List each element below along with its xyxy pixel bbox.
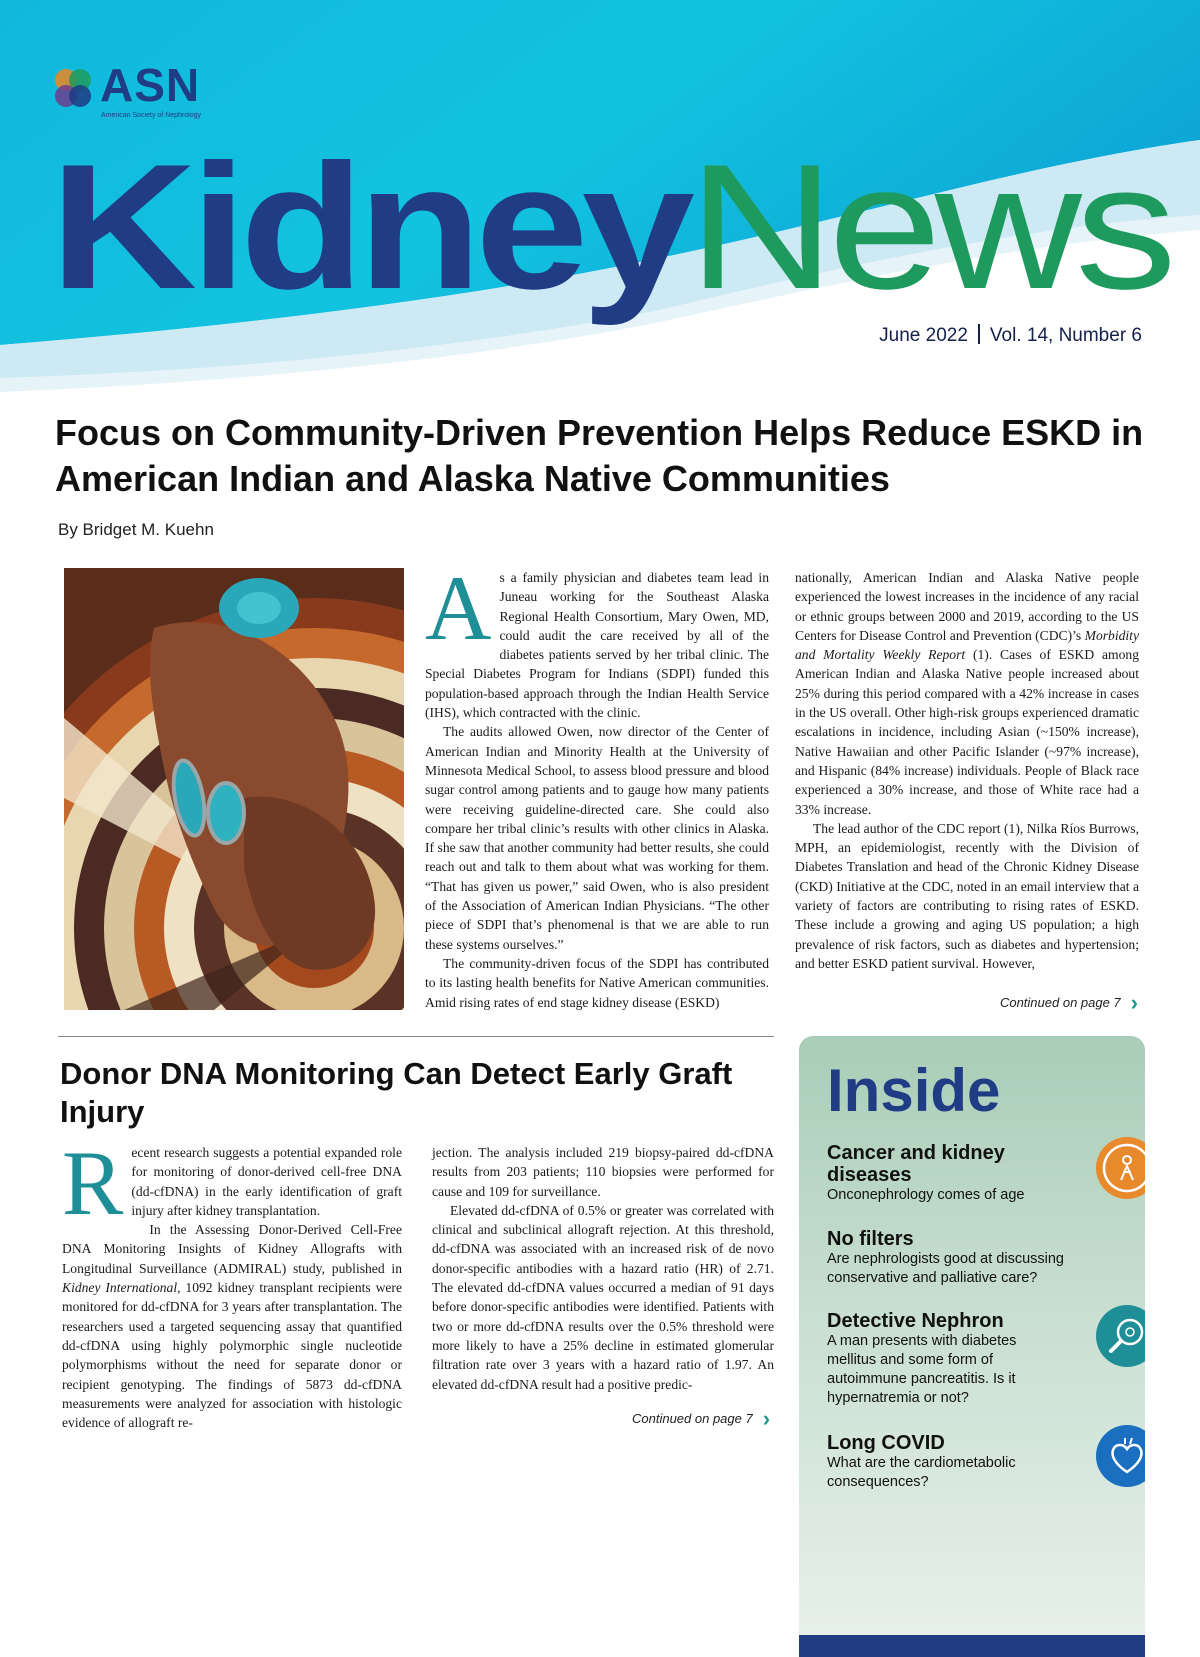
inside-item-title: Detective Nephron: [827, 1310, 1004, 1332]
story1-paragraph-5: The lead author of the CDC report (1), Nilka Ríos Burrows, MPH, an epidemiologist, recently with the Division of Diabetes Translation and head of the Chronic Kidney Disease (CKD) Initiative at the CDC, noted in an email interview that a variety of factors are contributing to rising rates of ESKD. These include a growing and aging US population; a high prevalence of risk factors, such as diabetes and hypertension; and better ESKD patient survival. However,: [795, 820, 1139, 971]
inside-item-detective-nephron[interactable]: [827, 1310, 1067, 1408]
story1-paragraph-4-text: nationally, American Indian and Alaska Native people experienced the lowest increases in the incidence of any racial or ethnic groups between 2000 and 2019, according to the US Centers for Disease Control and Prevention (CDC)’s: [795, 570, 1139, 643]
story2-continued-link[interactable]: [632, 1406, 770, 1432]
story2-drop-cap: R: [62, 1132, 124, 1234]
story2-column-2: [432, 1143, 774, 1394]
inside-item-desc: Are nephrologists good at discussing conservative and palliative care?: [827, 1251, 1064, 1286]
cancer-ribbon-icon: [1095, 1136, 1145, 1200]
issue-date: June 2022: [879, 325, 968, 346]
story1-byline: By Bridget M. Kuehn: [58, 520, 214, 539]
publication-title: [50, 148, 1170, 338]
inside-bottom-bar: [799, 1635, 1145, 1657]
story2-paragraph-2-text: In the Assessing Donor-Derived Cell-Free DNA Monitoring Insights of Kidney Allografts with Longitudinal Surveillance (ADMIRAL) study, published in: [62, 1222, 402, 1276]
story1-paragraph-3: The community-driven focus of the SDPI has contributed to its lasting health benefits for Native American communities. Amid rising rates of end stage kidney disease (ESKD): [425, 955, 769, 1010]
story2-paragraph-2: [62, 1220, 402, 1432]
inside-item-title: Long COVID: [827, 1432, 945, 1454]
story2-paragraph-3: jection. The analysis included 219 biopsy-paired dd-cfDNA results from 203 patients; 110 biopsies were performed for cause and 109 for surveillance.: [432, 1145, 774, 1199]
title-news: News: [688, 148, 1110, 326]
svg-text:KidneyNews: [50, 148, 1170, 326]
story2-paragraph-1-text: ecent research suggests a potential expanded role for monitoring of donor-derived cell-free DNA (dd-cfDNA) in the early identification of graft injury after kidney transplantation.: [131, 1145, 402, 1218]
story1-paragraph: [425, 557, 769, 722]
story1-headline: Focus on Community-Driven Prevention Helps Reduce ESKD in American Indian and Alaska Native Communities: [55, 412, 1144, 499]
inside-item-cancer[interactable]: [827, 1142, 1067, 1205]
inside-item-no-filters[interactable]: [827, 1228, 1067, 1288]
story2-headline: Donor DNA Monitoring Can Detect Early Graft Injury: [60, 1056, 733, 1129]
chevron-right-icon: ›: [1130, 990, 1138, 1015]
story2-continued-text: Continued on page 7: [632, 1411, 753, 1426]
story1-paragraph-4: [795, 568, 1139, 819]
story2-paragraph-4: Elevated dd-cfDNA of 0.5% or greater was correlated with clinical and subclinical allograft rejection. At this threshold, dd-cfDNA was associated with an increased risk of de novo donor-specific antibodies with a hazard ratio (HR) of 2.71. The elevated dd-cfDNA values occurred a median of 91 days before donor-specific antibodies were identified. Patients with two or more dd-cfDNA results over the 0.5% threshold were more likely to have a 25% decline in estimated glomerular filtration rate over 3 years with a hazard ratio of 1.97. An elevated dd-cfDNA result had a positive predic-: [432, 1202, 774, 1392]
story1-column-2: [795, 568, 1139, 973]
story1-paragraph-4-text-cont: (1). Cases of ESKD among American Indian and Alaska Native people increased about 25% during this period compared with a 42% increase in cases in the US overall. Other high-risk groups experienced dramatic escalations in incidence, including Asian (~150% increase), Native Hawaiian and other Pacific Islander (~97% increase), and Hispanic (84% increase) individuals. People of Black race experienced a 30% increase, and those of White race had a 33% increase.: [795, 647, 1139, 817]
inside-item-title: No filters: [827, 1228, 914, 1250]
asn-logo-subtitle: American Society of Nephrology: [101, 112, 201, 119]
story1-drop-cap: A: [425, 557, 492, 659]
magnifier-icon: [1095, 1304, 1145, 1368]
heart-icon: [1095, 1424, 1145, 1488]
masthead: [0, 0, 1200, 400]
story1-paragraph-1-text: s a family physician and diabetes team lead in Juneau working for the Southeast Alaska Regional Health Consortium, Mary Owen, MD, could audit the care received by all of the diabetes patients served by her tribal clinic. The Special Diabetes Program for Indians (SDPI) funded this population-based approach through the Indian Health Service (IHS), which contracted with the clinic.: [425, 570, 769, 721]
inside-title: Inside: [827, 1057, 1001, 1124]
story1-column-1: [425, 557, 769, 1012]
inside-item-long-covid[interactable]: [827, 1432, 1067, 1492]
issue-separator: [978, 324, 980, 344]
inside-panel: [799, 1036, 1145, 1657]
title-kidney: Kidney: [50, 148, 608, 326]
inside-item-desc: What are the cardiometabolic consequences?: [827, 1455, 1016, 1490]
chevron-right-icon: ›: [762, 1406, 771, 1431]
kidney-international-title: Kidney International,: [62, 1280, 181, 1296]
story1-paragraph-2: The audits allowed Owen, now director of the Center of American Indian and Minority Health at the University of Minnesota Medical School, to assess blood pressure and blood sugar control among patients and to gauge how many patients were receiving guideline-directed care. She could also compare her tribal clinic’s results with other clinics in Alaska. If she saw that another community had better results, she could reach out and talk to them about what was working for them. “That has given us power,” said Owen, who is also president of the Association of American Indian Physicians. “The other piece of SDPI that’s phenomenal is that we are able to run these systems ourselves.”: [425, 724, 769, 952]
asn-logo-text: ASN: [100, 59, 201, 111]
story2-paragraph-2-text-cont: 1092 kidney transplant recipients were monitored for dd-cfDNA for 3 years after transplantation. The researchers used a targeted sequencing assay that quantified dd-cfDNA using highly polymorphic single nucleotide polymorphisms without the need for separate donor or recipient genotyping. The findings of 5873 dd-cfDNA measurements were analyzed for association with histologic evidence of allograft re-: [62, 1280, 402, 1431]
story2-column-1: [62, 1132, 402, 1432]
inside-item-title: Cancer and kidney diseases: [827, 1142, 1005, 1186]
section-divider: [58, 1036, 774, 1037]
issue-volume: Vol. 14, Number 6: [989, 325, 1142, 346]
basket-hands-photo: [64, 568, 404, 1010]
asn-logo-mark-icon: [50, 66, 96, 112]
inside-item-desc: Onconephrology comes of age: [827, 1187, 1025, 1203]
mmwr-journal-title: Morbidity and Mortality Weekly Report: [795, 627, 1139, 663]
issue-info: [879, 324, 1142, 347]
story2-paragraph: [62, 1132, 402, 1234]
inside-item-desc: A man presents with diabetes mellitus and some form of autoimmune pancreatitis. Is it hypernatremia or not?: [827, 1333, 1017, 1406]
story1-continued-text: Continued on page 7: [999, 995, 1121, 1010]
story1-continued-link[interactable]: [1000, 990, 1138, 1016]
